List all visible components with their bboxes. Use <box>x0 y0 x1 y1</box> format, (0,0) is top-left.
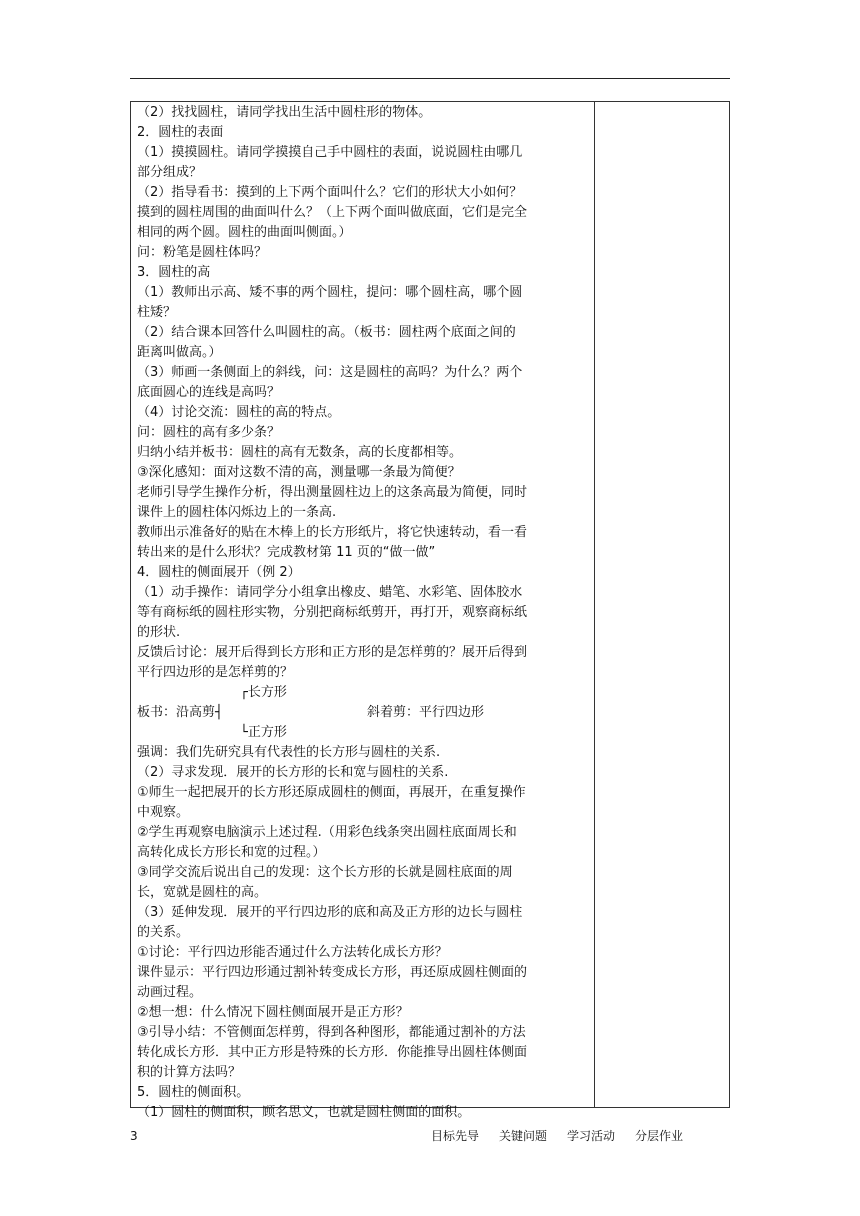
text-line: 转出来的是什么形状？完成教材第 11 页的“做一做” <box>137 545 436 560</box>
text-line: ①讨论：平行四边形能否通过什么方法转化成长方形？ <box>137 945 448 960</box>
footer-nav <box>431 1128 703 1144</box>
board-writing-diagram <box>137 683 589 743</box>
lesson-text-block-1 <box>137 103 589 683</box>
text-line: 部分组成？ <box>137 165 203 180</box>
text-line: ②想一想：什么情况下圆柱侧面展开是正方形？ <box>137 1005 409 1020</box>
text-line: （1）动手操作：请同学分小组拿出橡皮、蜡笔、水彩笔、固体胶水 <box>137 585 523 600</box>
text-line: 积的计算方法吗？ <box>137 1065 242 1080</box>
text-line: 柱矮？ <box>137 305 177 320</box>
text-line: （1）摸摸圆柱。请同学摸摸自己手中圆柱的表面，说说圆柱由哪几 <box>137 145 523 160</box>
text-line: 课件上的圆柱体闪烁边上的一条高. <box>137 505 337 520</box>
board-oblique-cut: 斜着剪：平行四边形 <box>367 705 485 720</box>
lesson-table <box>130 101 730 1120</box>
footer-nav-goals[interactable]: 目标先导 <box>431 1129 480 1143</box>
text-line: 的形状. <box>137 625 181 640</box>
footer-nav-key-questions[interactable]: 关键问题 <box>499 1129 548 1143</box>
text-line: （2）寻求发现．展开的长方形的长和宽与圆柱的关系. <box>137 765 449 780</box>
text-line: ①师生一起把展开的长方形还原成圆柱的侧面，再展开，在重复操作 <box>137 785 526 800</box>
text-line: 3．圆柱的高 <box>137 265 211 280</box>
text-line: 的关系。 <box>137 925 190 940</box>
lesson-text-block-2 <box>137 743 589 1123</box>
text-line: 归纳小结并板书：圆柱的高有无数条，高的长度都相等。 <box>137 445 463 460</box>
text-line: ③引导小结：不管侧面怎样剪，得到各种图形，都能通过割补的方法 <box>137 1025 526 1040</box>
text-line: 高转化成长方形长和宽的过程。） <box>137 845 326 860</box>
text-line: 动画过程。 <box>137 985 203 1000</box>
text-line: 相同的两个圆。圆柱的曲面叫侧面。） <box>137 225 352 240</box>
footer-nav-homework[interactable]: 分层作业 <box>635 1129 684 1143</box>
text-line: （2）结合课本回答什么叫圆柱的高。（板书：圆柱两个底面之间的 <box>137 325 516 340</box>
text-line: 问：圆柱的高有多少条？ <box>137 425 281 440</box>
text-line: （4）讨论交流：圆柱的高的特点。 <box>137 405 341 420</box>
text-line: 问：粉笔是圆柱体吗？ <box>137 245 268 260</box>
text-line: 底面圆心的连线是高吗？ <box>137 385 281 400</box>
text-line: ③深化感知：面对这数不清的高，测量哪一条最为简便？ <box>137 465 461 480</box>
text-line: （1）教师出示高、矮不事的两个圆柱，提问：哪个圆柱高，哪个圆 <box>137 285 523 300</box>
board-cut-along-height: 板书：沿高剪┤ <box>137 705 223 720</box>
text-line: （1）圆柱的侧面积，顾名思义，也就是圆柱侧面的面积。 <box>137 1105 471 1120</box>
lesson-content <box>137 103 589 1123</box>
text-line: （3）师画一条侧面上的斜线，问：这是圆柱的高吗？为什么？两个 <box>137 365 523 380</box>
footer-nav-activities[interactable]: 学习活动 <box>567 1129 616 1143</box>
text-line: ③同学交流后说出自己的发现：这个长方形的长就是圆柱底面的周 <box>137 865 513 880</box>
text-line: 2．圆柱的表面 <box>137 125 224 140</box>
text-line: 转化成长方形．其中正方形是特殊的长方形．你能推导出圆柱体侧面 <box>137 1045 528 1060</box>
text-line: 长，宽就是圆柱的高。 <box>137 885 268 900</box>
text-line: ②学生再观察电脑演示上述过程.（用彩色线条突出圆柱底面周长和 <box>137 825 517 840</box>
header-rule <box>130 78 730 79</box>
board-rectangle-label: ┌长方形 <box>240 685 287 700</box>
text-line: 老师引导学生操作分析，得出测量圆柱边上的这条高最为简便，同时 <box>137 485 528 500</box>
text-line: 强调：我们先研究具有代表性的长方形与圆柱的关系. <box>137 745 441 760</box>
text-line: 4．圆柱的侧面展开（例 2） <box>137 565 301 580</box>
text-line: （3）延伸发现．展开的平行四边形的底和高及正方形的边长与圆柱 <box>137 905 523 920</box>
board-square-label: └正方形 <box>240 725 287 740</box>
text-line: 等有商标纸的圆柱形实物，分别把商标纸剪开，再打开，观察商标纸 <box>137 605 528 620</box>
text-line: 5．圆柱的侧面积。 <box>137 1085 250 1100</box>
text-line: （2）指导看书：摸到的上下两个面叫什么？它们的形状大小如何？ <box>137 185 523 200</box>
text-line: 中观察。 <box>137 805 190 820</box>
column-divider <box>594 102 595 1107</box>
page-number: 3 <box>130 1129 138 1143</box>
text-line: 课件显示：平行四边形通过割补转变成长方形，再还原成圆柱侧面的 <box>137 965 528 980</box>
text-line: 距离叫做高。） <box>137 345 222 360</box>
text-line: 摸到的圆柱周围的曲面叫什么？（上下两个面叫做底面，它们是完全 <box>137 205 528 220</box>
text-line: 反馈后讨论：展开后得到长方形和正方形的是怎样剪的？展开后得到 <box>137 645 528 660</box>
text-line: 平行四边形的是怎样剪的？ <box>137 665 294 680</box>
text-line: 教师出示准备好的贴在木棒上的长方形纸片，将它快速转动，看一看 <box>137 525 528 540</box>
text-line: （2）找找圆柱，请同学找出生活中圆柱形的物体。 <box>137 105 432 120</box>
